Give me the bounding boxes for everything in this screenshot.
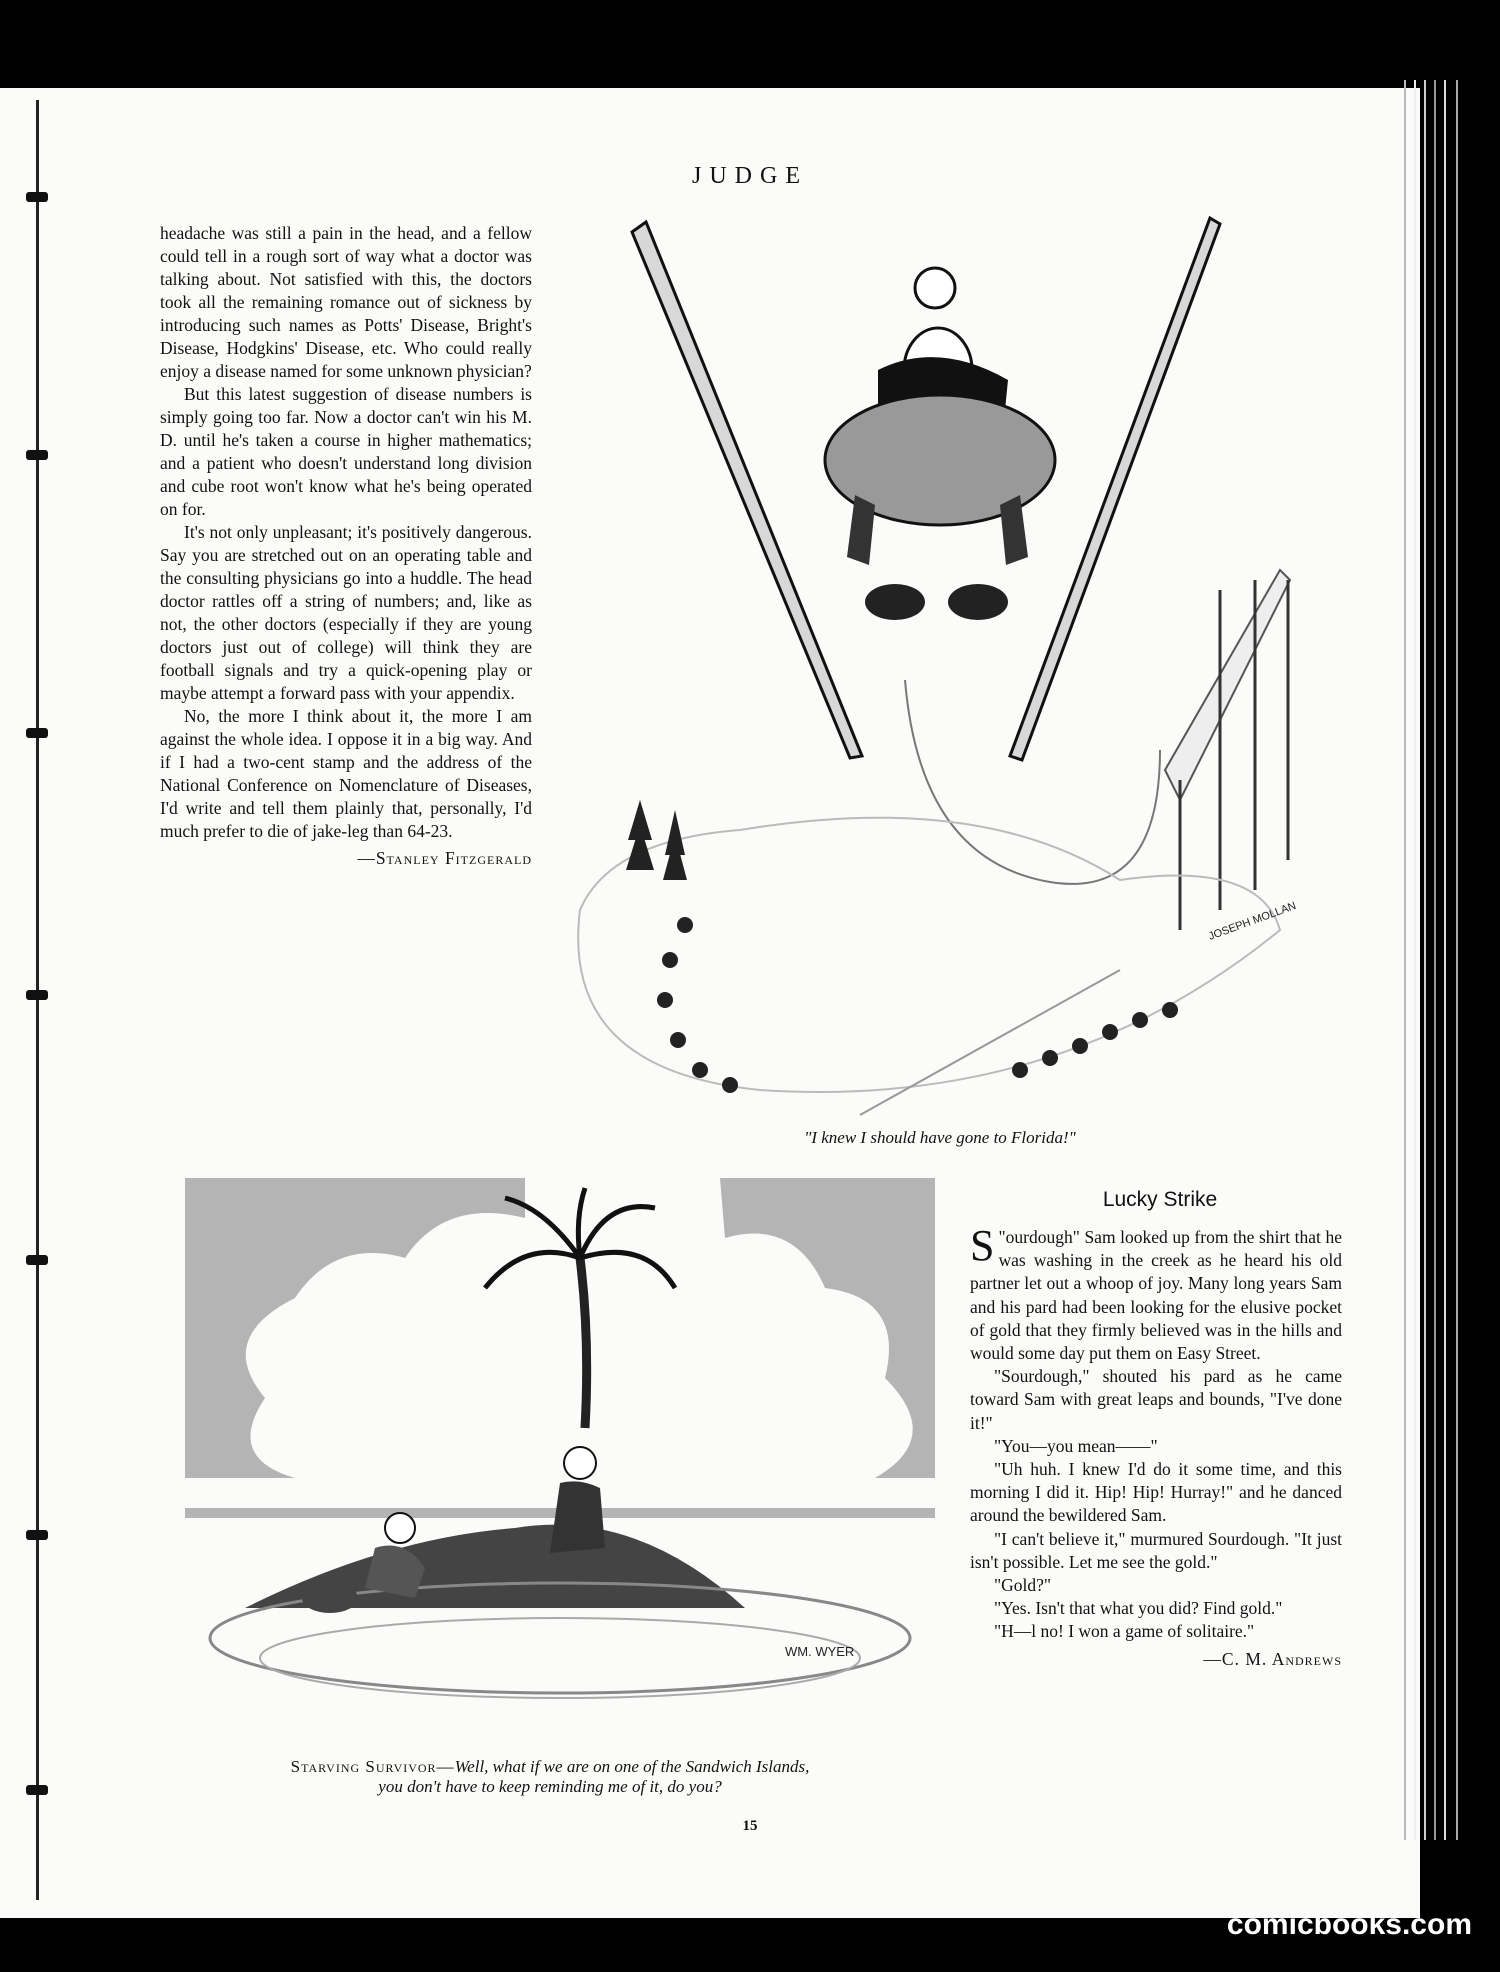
binding-stitch xyxy=(26,1785,48,1795)
story-text: ourdough" Sam looked up from the shirt that he was washing in the creek as he heard his old partner let out a whoop of joy. Many long years Sam and his pard had been looking for the elusive pocket of gold that they firmly believed was in the hills and would some day put them on Easy Street. xyxy=(970,1227,1342,1364)
cartoon-caption xyxy=(150,1757,950,1797)
binding-stitch xyxy=(26,1530,48,1540)
caption-line: Well, what if we are on one of the Sandwich Islands, xyxy=(454,1757,810,1776)
page-number: 15 xyxy=(742,1818,758,1834)
story-paragraph: "Sourdough," shouted his pard as he came toward Sam with great leaps and bounds, "I've done it!" xyxy=(970,1366,1342,1433)
drop-cap: S xyxy=(970,1221,995,1270)
article-paragraph: It's not only unpleasant; it's positively dangerous. Say you are stretched out on an operating table and the consulting physicians go into a huddle. The head doctor rattles off a string of numbers; and, like as not, the other doctors (especially if they are young doctors just out of college) will think they are football signals and try a quick-opening play or maybe attempt a forward pass with your appendix. xyxy=(160,522,532,703)
cap-pompom xyxy=(915,268,955,308)
story-paragraph: "I can't believe it," murmured Sourdough. "It just isn't possible. Let me see the gold." xyxy=(970,1528,1342,1572)
page-edges xyxy=(1400,80,1475,1840)
story-column xyxy=(970,1221,1342,1671)
story-paragraph: "Gold?" xyxy=(994,1575,1052,1596)
ski-jump-cartoon xyxy=(560,210,1320,1130)
article-paragraph: headache was still a pain in the head, and a fellow could tell in a rough sort of way what a doctor was talking about. Not satisfied with this, the doctors took all the remaining romance out of sickness by introducing such names as Potts' Disease, Bright's Disease, Hodgkins' Disease, etc. Who could really enjoy a disease named for some unknown physician? xyxy=(160,223,532,381)
story-title: Lucky Strike xyxy=(1102,1188,1218,1211)
left-boot xyxy=(865,584,925,620)
story-byline: —C. M. Andrews xyxy=(1203,1648,1342,1669)
article-paragraph: But this latest suggestion of disease numbers is simply going too far. Now a doctor can't win his M. D. until he's taken a course in higher mathematics; and a patient who doesn't understand long division and cube root won't know what he's being operated on for. xyxy=(160,384,532,519)
article-byline: —Stanley Fitzgerald xyxy=(357,848,532,868)
caption-line: you don't have to keep reminding me of it, do you? xyxy=(378,1777,722,1796)
page-binding xyxy=(36,100,39,1900)
binding-stitch xyxy=(26,192,48,202)
left-ski xyxy=(632,222,862,758)
story-paragraph: "You—you mean——" xyxy=(994,1435,1158,1456)
cartoon-caption: "I knew I should have gone to Florida!" xyxy=(804,1128,1076,1147)
snow-hill xyxy=(578,818,1280,1092)
island-cartoon xyxy=(185,1178,945,1748)
watermark: comicbooks.com xyxy=(1226,1908,1472,1941)
left-sock xyxy=(847,495,875,565)
artist-signature: JOSEPH MOLLAN xyxy=(1206,899,1298,943)
binding-stitch xyxy=(26,990,48,1000)
opening-quote: " xyxy=(998,1227,1006,1247)
right-boot xyxy=(948,584,1008,620)
pine-tree xyxy=(626,800,654,870)
story-paragraph: "H—l no! I won a game of solitaire." xyxy=(994,1621,1255,1642)
ski-jump-ramp xyxy=(1165,570,1290,800)
story-paragraph: "Uh huh. I knew I'd do it some time, and this morning I did it. Hip! Hip! Hurray!" and he danced around the bewildered Sam. xyxy=(970,1459,1342,1526)
story-paragraph xyxy=(970,1221,1342,1365)
spectator-crowd xyxy=(657,917,1178,1093)
caption-lead: Starving Survivor— xyxy=(290,1757,455,1776)
barrel xyxy=(302,1583,358,1613)
article-column xyxy=(160,222,532,870)
swimming-survivor-head xyxy=(385,1513,415,1543)
binding-stitch xyxy=(26,1255,48,1265)
artist-signature: WM. WYER xyxy=(785,1644,855,1659)
binding-stitch xyxy=(26,728,48,738)
story-paragraph: "Yes. Isn't that what you did? Find gold." xyxy=(994,1598,1283,1619)
page-title: JUDGE xyxy=(692,163,808,189)
pine-tree xyxy=(663,810,687,880)
binding-stitch xyxy=(26,450,48,460)
seated-survivor-head xyxy=(564,1447,596,1479)
article-paragraph: No, the more I think about it, the more I am against the whole idea. I oppose it in a big way. And if I had a two-cent stamp and the address of the National Conference on Nomenclature of Diseases, I'd write and tell them plainly that, personally, I'd much prefer to die of jake-leg than 64-23. xyxy=(160,706,532,841)
